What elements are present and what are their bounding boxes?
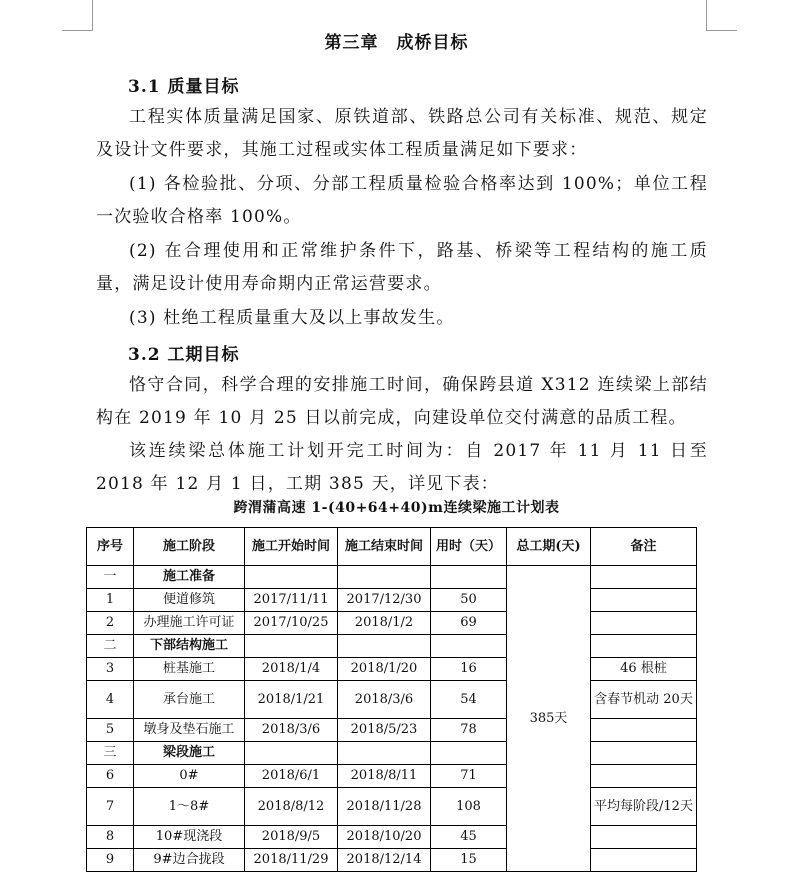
quality-item-1: (1) 各检验批、分项、分部工程质量检验合格率达到 100%；单位工程一次验收合格率 100%。: [96, 174, 708, 227]
end-date: 2018/1/20: [338, 658, 431, 681]
end-date: 2018/10/20: [338, 826, 431, 849]
row-number: 6: [87, 765, 134, 788]
stage-name: 9#边合拢段: [134, 849, 245, 872]
table-row: [87, 681, 697, 719]
remark: 含春节机动 20天: [591, 681, 697, 719]
duration-days: 50: [431, 589, 507, 612]
duration-days: 71: [431, 765, 507, 788]
duration-days: [431, 635, 507, 658]
start-date: 2018/6/1: [245, 765, 338, 788]
end-date: 2017/12/30: [338, 589, 431, 612]
stage-name: 梁段施工: [134, 742, 245, 765]
header-cell: 备注: [591, 528, 697, 566]
header-cell: 用时（天）: [431, 528, 507, 566]
table-row: [87, 719, 697, 742]
stage-name: 施工准备: [134, 566, 245, 589]
end-date: [338, 635, 431, 658]
stage-name: 承台施工: [134, 681, 245, 719]
row-number: 7: [87, 788, 134, 826]
quality-intro-paragraph: 工程实体质量满足国家、原铁道部、铁路总公司有关标准、规范、规定及设计文件要求，其施工过程或实体工程质量满足如下要求：: [96, 107, 708, 160]
start-date: [245, 742, 338, 765]
quality-item-3: (3) 杜绝工程质量重大及以上事故发生。: [129, 308, 455, 328]
remark: 46 根桩: [591, 658, 697, 681]
table-row: [87, 849, 697, 872]
start-date: 2018/1/21: [245, 681, 338, 719]
start-date: 2018/11/29: [245, 849, 338, 872]
table-row: [87, 765, 697, 788]
row-number: 三: [87, 742, 134, 765]
row-number: 一: [87, 566, 134, 589]
header-cell: 施工阶段: [134, 528, 245, 566]
remark: [591, 612, 697, 635]
stage-name: 0#: [134, 765, 245, 788]
table-header-row: [87, 528, 697, 566]
start-date: 2017/10/25: [245, 612, 338, 635]
stage-name: 便道修筑: [134, 589, 245, 612]
duration-days: [431, 742, 507, 765]
row-number: 2: [87, 612, 134, 635]
start-date: 2018/3/6: [245, 719, 338, 742]
section-heading-schedule: 3.2 工期目标: [128, 345, 240, 365]
duration-days: 108: [431, 788, 507, 826]
start-date: 2018/1/4: [245, 658, 338, 681]
table-row: [87, 566, 697, 589]
construction-plan-table: [86, 527, 697, 872]
start-date: [245, 566, 338, 589]
duration-days: 15: [431, 849, 507, 872]
remark: [591, 719, 697, 742]
stage-name: 下部结构施工: [134, 635, 245, 658]
stage-name: 10#现浇段: [134, 826, 245, 849]
schedule-paragraph-1: 恪守合同，科学合理的安排施工时间，确保跨县道 X312 连续梁上部结构在 2019 年 10 月 25 日以前完成，向建设单位交付满意的品质工程。: [96, 375, 708, 428]
stage-name: 桩基施工: [134, 658, 245, 681]
table-row: [87, 742, 697, 765]
end-date: 2018/3/6: [338, 681, 431, 719]
crop-mark-right: [706, 0, 737, 31]
remark: [591, 849, 697, 872]
table-row: [87, 658, 697, 681]
remark: [591, 826, 697, 849]
end-date: 2018/11/28: [338, 788, 431, 826]
row-number: 3: [87, 658, 134, 681]
quality-item-2: (2) 在合理使用和正常维护条件下，路基、桥梁等工程结构的施工质量，满足设计使用寿命期内正常运营要求。: [96, 241, 708, 294]
row-number: 二: [87, 635, 134, 658]
duration-days: 54: [431, 681, 507, 719]
table-row: [87, 589, 697, 612]
table-row: [87, 612, 697, 635]
row-number: 5: [87, 719, 134, 742]
remark: [591, 589, 697, 612]
end-date: 2018/5/23: [338, 719, 431, 742]
stage-name: 墩身及垫石施工: [134, 719, 245, 742]
section-heading-quality: 3.1 质量目标: [128, 77, 240, 97]
duration-days: 78: [431, 719, 507, 742]
row-number: 1: [87, 589, 134, 612]
crop-mark-left: [62, 0, 93, 31]
end-date: 2018/12/14: [338, 849, 431, 872]
schedule-paragraph-2: 该连续梁总体施工计划开完工时间为：自 2017 年 11 月 11 日至 2018 年 12 月 1 日，工期 385 天，详见下表：: [96, 441, 708, 494]
table-caption: 跨渭蒲高速 1-(40+64+40)m连续梁施工计划表: [233, 500, 560, 516]
remark: [591, 635, 697, 658]
table-row: [87, 826, 697, 849]
end-date: [338, 566, 431, 589]
header-cell: 总工期(天): [507, 528, 591, 566]
start-date: 2017/11/11: [245, 589, 338, 612]
row-number: 4: [87, 681, 134, 719]
stage-name: 1～8#: [134, 788, 245, 826]
duration-days: 69: [431, 612, 507, 635]
row-number: 8: [87, 826, 134, 849]
end-date: [338, 742, 431, 765]
start-date: 2018/9/5: [245, 826, 338, 849]
stage-name: 办理施工许可证: [134, 612, 245, 635]
table-row: [87, 635, 697, 658]
end-date: 2018/1/2: [338, 612, 431, 635]
chapter-name: 成桥目标: [396, 33, 469, 53]
remark: 平均每阶段/12天: [591, 788, 697, 826]
remark: [591, 765, 697, 788]
chapter-title: [0, 28, 793, 53]
duration-days: 16: [431, 658, 507, 681]
start-date: [245, 635, 338, 658]
header-cell: 施工开始时间: [245, 528, 338, 566]
header-cell: 施工结束时间: [338, 528, 431, 566]
duration-days: [431, 566, 507, 589]
remark: [591, 742, 697, 765]
header-cell: 序号: [87, 528, 134, 566]
chapter-number: 第三章: [324, 33, 379, 53]
remark: [591, 566, 697, 589]
start-date: 2018/8/12: [245, 788, 338, 826]
table-row: [87, 788, 697, 826]
row-number: 9: [87, 849, 134, 872]
duration-days: 45: [431, 826, 507, 849]
total-duration: 385天: [507, 566, 591, 872]
end-date: 2018/8/11: [338, 765, 431, 788]
